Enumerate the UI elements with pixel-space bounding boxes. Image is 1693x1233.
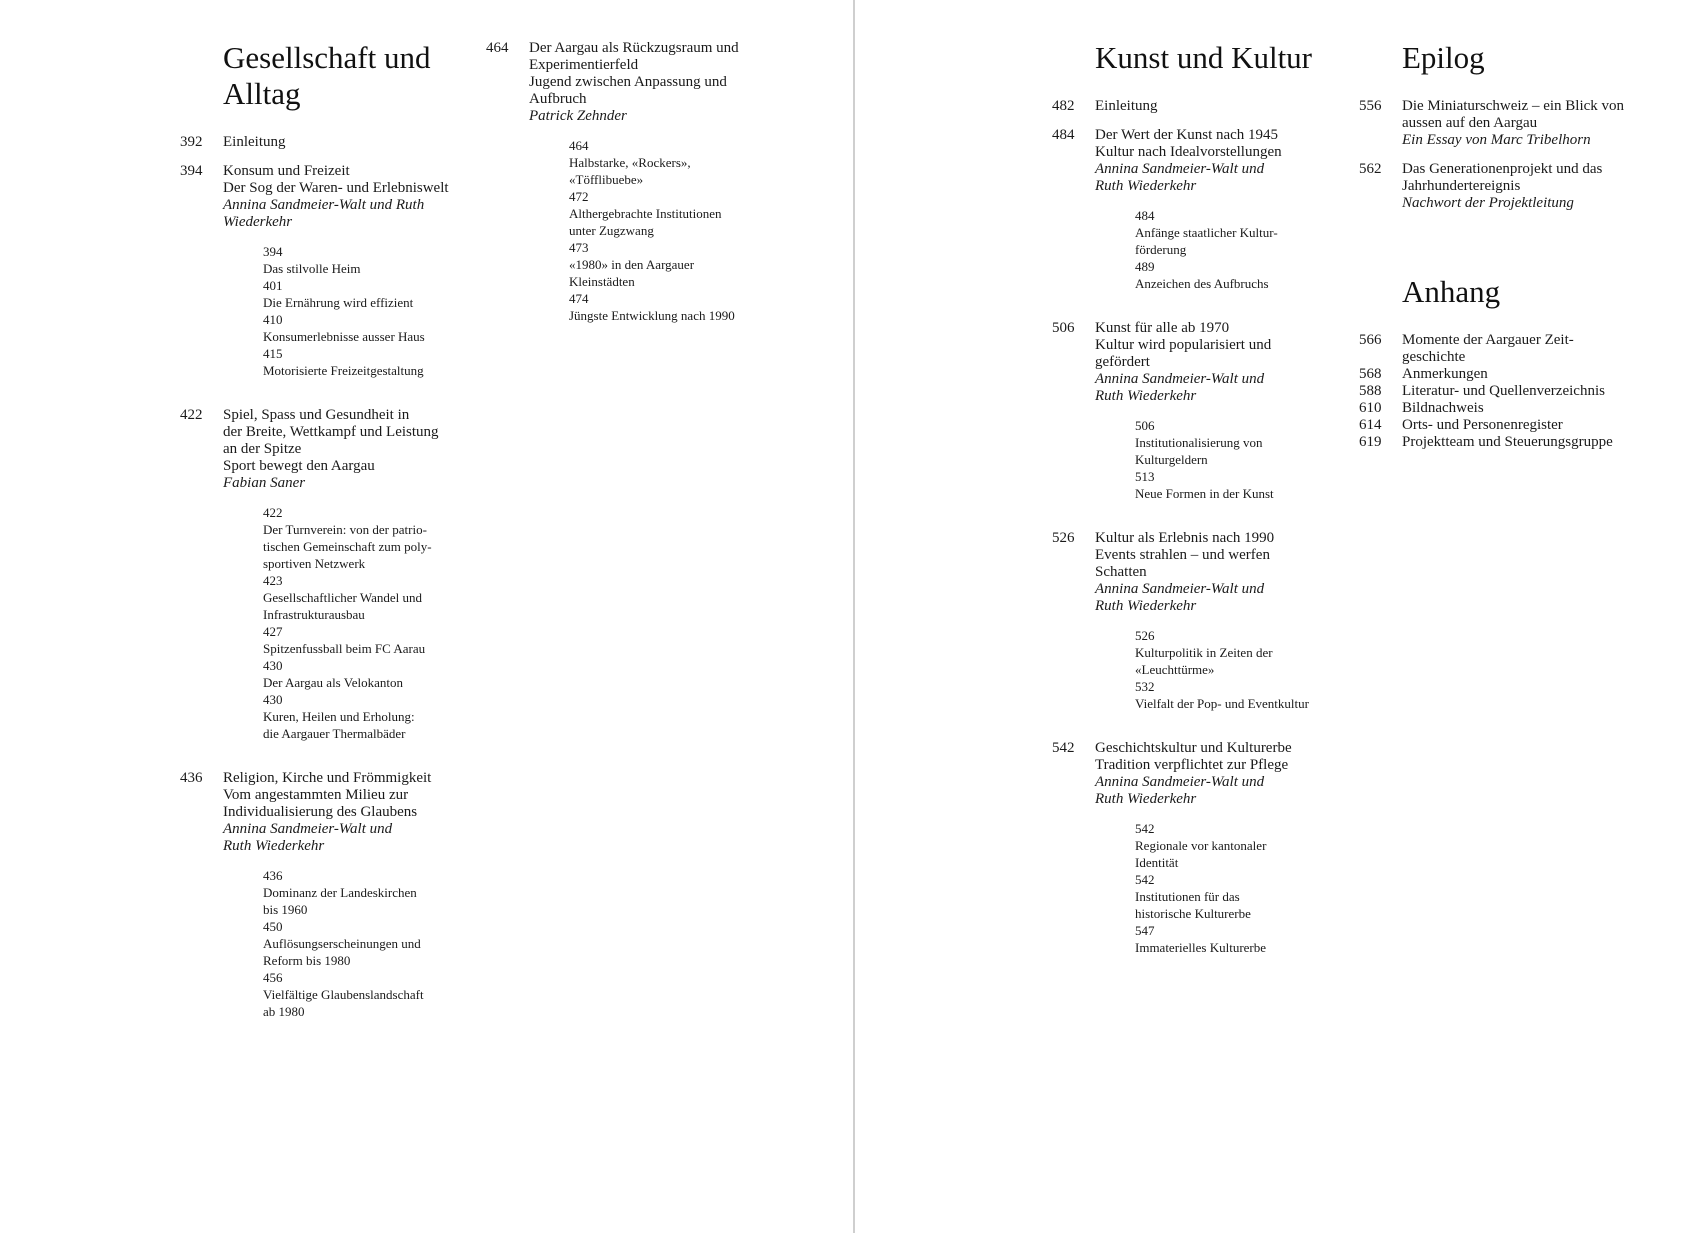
page-number: 556 [1359,98,1382,114]
page-number: 436 [180,770,203,786]
toc-entry-block [180,163,470,379]
subsection-item [263,277,463,311]
subsection-page: 472 [569,189,589,204]
subsection-list [263,504,463,742]
subsection-title: tischen Gemeinschaft zum poly- [263,539,432,554]
subsection-title: ab 1980 [263,1004,305,1019]
subsection-item [1135,922,1335,956]
subsection-page: 450 [263,919,283,934]
subsection-title: unter Zugzwang [569,223,654,238]
entry-title-line: Einleitung [1095,98,1158,114]
subsection-title: Spitzenfussball beim FC Aarau [263,641,426,656]
subsection-page: 513 [1135,469,1155,484]
entry-title-line: an der Spitze [223,441,302,457]
subsection-title: Identität [1135,855,1179,870]
entry-author: Ruth Wiederkehr [1095,598,1197,614]
entry-title-line: Individualisierung des Glaubens [223,804,418,820]
subsection-page: 547 [1135,923,1155,938]
entry-title-line: geschichte [1402,349,1466,365]
toc-entry-block [180,770,470,1020]
subsection-item [1135,820,1335,871]
subsection-item [569,290,769,324]
toc-entry [1359,332,1659,366]
toc-entry-block [1052,530,1342,712]
toc-entry [180,134,470,151]
toc-entry [1359,98,1659,149]
entry-title-line: Kultur wird popularisiert und [1095,337,1272,353]
entry-title-line: Aufbruch [529,91,587,107]
subsection-page: 423 [263,573,283,588]
toc-entry [1359,434,1659,451]
toc-entry-block [1359,434,1659,451]
subsection-item [263,867,463,918]
entry-title-line: Der Sog der Waren- und Erlebniswelt [223,180,449,196]
entry-title-line: Spiel, Spass und Gesundheit in [223,407,410,423]
toc-entry [1359,366,1659,383]
subsection-title: «Leuchttürme» [1135,662,1215,677]
subsection-title: Regionale vor kantonaler [1135,838,1267,853]
toc-entry-block [1359,366,1659,383]
subsection-title: bis 1960 [263,902,308,917]
section-title-line: Anhang [1402,274,1501,309]
entry-title-line: Geschichtskultur und Kulturerbe [1095,740,1292,756]
toc-entry [1052,98,1342,115]
entry-title-line: Kultur als Erlebnis nach 1990 [1095,530,1275,546]
subsection-title: Neue Formen in der Kunst [1135,486,1274,501]
subsection-page: 489 [1135,259,1155,274]
entry-author: Ruth Wiederkehr [1095,388,1197,404]
subsection-title: Kulturpolitik in Zeiten der [1135,645,1273,660]
subsection-page: 427 [263,624,283,639]
entry-title-line: Religion, Kirche und Frömmigkeit [223,770,432,786]
entry-title-line: aussen auf den Aargau [1402,115,1538,131]
page-number: 482 [1052,98,1075,114]
toc-entry [1052,740,1342,808]
subsection-title: Immaterielles Kulturerbe [1135,940,1267,955]
subsection-page: 473 [569,240,589,255]
subsection-item [263,504,463,572]
subsection-page: 394 [263,244,283,259]
subsection-page: 542 [1135,821,1155,836]
page-number: 422 [180,407,203,423]
page-number: 566 [1359,332,1382,348]
toc-entry-block [1052,320,1342,502]
toc-entry [180,163,470,231]
subsection-page: 401 [263,278,283,293]
subsection-title: Halbstarke, «Rockers», [569,155,691,170]
page-number: 526 [1052,530,1075,546]
entry-title-line: Literatur- und Quellenverzeichnis [1402,383,1605,399]
toc-entry [1052,320,1342,405]
subsection-title: Vielfältige Glaubenslandschaft [263,987,424,1002]
section-title-line: Epilog [1402,40,1485,75]
anhang-section [1359,274,1659,451]
subsection-title: Motorisierte Freizeitgestaltung [263,363,424,378]
subsection-title: Institutionen für das [1135,889,1240,904]
entry-title-line: der Breite, Wettkampf und Leistung [223,424,439,440]
toc-entry-block [1359,332,1659,366]
subsection-list [263,243,463,379]
subsection-page: 430 [263,692,283,707]
entry-title-line: Vom angestammten Milieu zur [223,787,409,803]
toc-entry-block [1359,417,1659,434]
entry-title-line: Die Miniaturschweiz – ein Blick von [1402,98,1625,114]
page-number: 562 [1359,161,1382,177]
entry-title-line: Kultur nach Idealvorstellungen [1095,144,1282,160]
subsection-title: Vielfalt der Pop- und Eventkultur [1135,696,1309,711]
entry-author: Annina Sandmeier-Walt und [1095,581,1265,597]
toc-entry-block [1359,98,1659,149]
subsection-title: Kleinstädten [569,274,635,289]
page-number: 506 [1052,320,1075,336]
toc-entry-block [1359,161,1659,212]
toc-entry-block [1359,400,1659,417]
toc-column-jugend [486,40,786,352]
epilog-section [1359,40,1659,212]
section-title [1402,274,1659,310]
section-title-line: Alltag [223,76,301,111]
toc-entry [1359,161,1659,212]
subsection-page: 526 [1135,628,1155,643]
section-title [223,40,470,112]
entry-author: Ruth Wiederkehr [1095,791,1197,807]
subsection-list [569,137,769,324]
section-title-line: Gesellschaft und [223,40,431,75]
page-number: 610 [1359,400,1382,416]
section-title [1402,40,1659,76]
entry-title-line: Der Aargau als Rückzugsraum und [529,40,739,56]
subsection-title: Konsumerlebnisse ausser Haus [263,329,425,344]
subsection-item [263,572,463,623]
subsection-page: 484 [1135,208,1155,223]
subsection-title: Jüngste Entwicklung nach 1990 [569,308,735,323]
page-number: 484 [1052,127,1075,143]
entry-title-line: Experimentierfeld [529,57,639,73]
subsection-title: förderung [1135,242,1187,257]
subsection-list [1135,417,1335,502]
entry-title-line: Anmerkungen [1402,366,1488,382]
subsection-page: 422 [263,505,283,520]
subsection-item [1135,468,1335,502]
subsection-title: Auflösungserscheinungen und [263,936,421,951]
entry-title-line: Das Generationenprojekt und das [1402,161,1603,177]
entry-title-line: Momente der Aargauer Zeit- [1402,332,1574,348]
subsection-title: Anfänge staatlicher Kultur- [1135,225,1278,240]
subsection-title: Anzeichen des Aufbruchs [1135,276,1269,291]
subsection-item [263,345,463,379]
subsection-page: 410 [263,312,283,327]
entry-title-line: Events strahlen – und werfen [1095,547,1270,563]
subsection-title: sportiven Netzwerk [263,556,366,571]
toc-column-kunst [1052,40,1342,984]
entry-title-line: Orts- und Personenregister [1402,417,1563,433]
subsection-title: Reform bis 1980 [263,953,351,968]
subsection-page: 430 [263,658,283,673]
entry-title-line: gefördert [1095,354,1150,370]
entry-author: Nachwort der Projektleitung [1402,195,1574,211]
page-number: 394 [180,163,203,179]
subsection-item [1135,258,1335,292]
subsection-title: Das stilvolle Heim [263,261,361,276]
toc-entry [1052,530,1342,615]
subsection-list [1135,820,1335,956]
page-number: 588 [1359,383,1382,399]
subsection-item [1135,627,1335,678]
subsection-list [263,867,463,1020]
subsection-title: Gesellschaftlicher Wandel und [263,590,422,605]
subsection-page: 456 [263,970,283,985]
subsection-title: Der Aargau als Velokanton [263,675,403,690]
entry-title-line: Kunst für alle ab 1970 [1095,320,1230,336]
subsection-item [263,918,463,969]
subsection-item [263,311,463,345]
toc-entry [1359,383,1659,400]
page-number: 568 [1359,366,1382,382]
subsection-page: 474 [569,291,589,306]
entry-author: Ruth Wiederkehr [1095,178,1197,194]
subsection-page: 532 [1135,679,1155,694]
toc-entry-block [180,407,470,742]
subsection-page: 415 [263,346,283,361]
subsection-title: «1980» in den Aargauer [569,257,695,272]
entry-title-line: Einleitung [223,134,286,150]
page-number: 392 [180,134,203,150]
subsection-item [569,188,769,239]
entry-author: Patrick Zehnder [529,108,627,124]
subsection-item [1135,417,1335,468]
subsection-title: «Töfflibuebe» [569,172,644,187]
subsection-item [263,969,463,1020]
toc-column-gesellschaft [180,40,470,1048]
subsection-list [1135,627,1335,712]
entry-title-line: Projektteam und Steuerungsgruppe [1402,434,1613,450]
entry-author: Ein Essay von Marc Tribelhorn [1402,132,1591,148]
subsection-title: Kuren, Heilen und Erholung: [263,709,415,724]
toc-entry [180,407,470,492]
page-number: 464 [486,40,509,56]
subsection-item [1135,678,1335,712]
toc-entry-block [1052,740,1342,956]
toc-entry-block [1052,98,1342,115]
subsection-page: 506 [1135,418,1155,433]
subsection-title: die Aargauer Thermalbäder [263,726,406,741]
page-number: 614 [1359,417,1382,433]
entry-title-line: Der Wert der Kunst nach 1945 [1095,127,1279,143]
subsection-title: Kulturgeldern [1135,452,1208,467]
toc-entry [1359,417,1659,434]
entry-author: Annina Sandmeier-Walt und [223,821,393,837]
toc-entry [486,40,786,125]
page-number: 542 [1052,740,1075,756]
subsection-title: Althergebrachte Institutionen [569,206,722,221]
toc-entry-block [1359,383,1659,400]
entry-author: Fabian Saner [223,475,306,491]
toc-entry-block [180,134,470,151]
entry-title-line: Schatten [1095,564,1147,580]
toc-entry [1359,400,1659,417]
subsection-title: Die Ernährung wird effizient [263,295,414,310]
subsection-item [263,657,463,691]
subsection-item [569,239,769,290]
subsection-page: 436 [263,868,283,883]
subsection-item [263,691,463,742]
entry-author: Annina Sandmeier-Walt und [1095,161,1265,177]
entry-author: Annina Sandmeier-Walt und [1095,371,1265,387]
entry-author: Ruth Wiederkehr [223,838,325,854]
entry-author: Annina Sandmeier-Walt und [1095,774,1265,790]
entry-title-line: Konsum und Freizeit [223,163,350,179]
subsection-item [263,623,463,657]
entry-title-line: Tradition verpflichtet zur Pflege [1095,757,1289,773]
subsection-item [1135,871,1335,922]
entry-title-line: Sport bewegt den Aargau [223,458,375,474]
page-gutter [853,0,855,1233]
entry-author: Annina Sandmeier-Walt und Ruth [223,197,425,213]
subsection-page: 542 [1135,872,1155,887]
toc-entry-block [486,40,786,324]
page-number: 619 [1359,434,1382,450]
section-title [1095,40,1342,76]
subsection-title: Institutionalisierung von [1135,435,1263,450]
entry-title-line: Jugend zwischen Anpassung und [529,74,727,90]
entry-title-line: Jahrhundertereignis [1402,178,1521,194]
toc-entry [1052,127,1342,195]
toc-entry [180,770,470,855]
subsection-title: Der Turnverein: von der patrio- [263,522,427,537]
subsection-list [1135,207,1335,292]
subsection-page: 464 [569,138,589,153]
subsection-title: Infrastrukturausbau [263,607,365,622]
section-title-line: Kunst und Kultur [1095,40,1312,75]
toc-column-epilog-anhang [1359,40,1659,451]
subsection-title: Dominanz der Landeskirchen [263,885,417,900]
entry-author: Wiederkehr [223,214,293,230]
entry-title-line: Bildnachweis [1402,400,1484,416]
subsection-title: historische Kulturerbe [1135,906,1251,921]
subsection-item [263,243,463,277]
subsection-item [569,137,769,188]
toc-entry-block [1052,127,1342,292]
subsection-item [1135,207,1335,258]
